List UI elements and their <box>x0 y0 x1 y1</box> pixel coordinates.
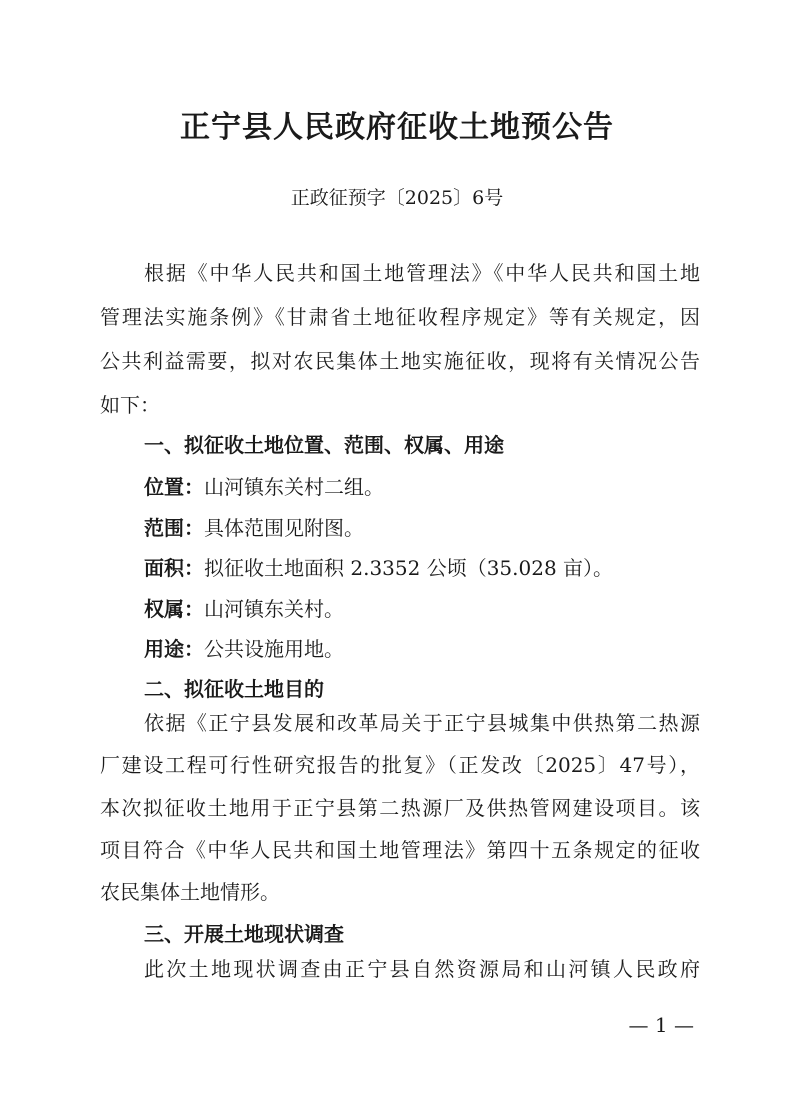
document-title: 正宁县人民政府征收土地预公告 <box>180 110 614 145</box>
body-line: 项目符合《中华人民共和国土地管理法》第四十五条规定的征收 <box>100 838 700 862</box>
intro-line: 根据《中华人民共和国土地管理法》《中华人民共和国土地 <box>144 261 700 285</box>
body-line: 依据《正宁县发展和改革局关于正宁县城集中供热第二热源 <box>144 711 700 735</box>
intro-line: 如下： <box>100 393 160 417</box>
body-line: 本次拟征收土地用于正宁县第二热源厂及供热管网建设项目。该 <box>100 796 700 820</box>
item-area <box>144 552 613 581</box>
body-line: 此次土地现状调查由正宁县自然资源局和山河镇人民政府 <box>144 957 700 981</box>
item-key: 范围： <box>144 516 204 540</box>
document-number: 正政征预字〔2025〕6号 <box>290 187 504 209</box>
item-key: 位置： <box>144 475 204 499</box>
item-usage <box>144 633 344 662</box>
item-value: 拟征收土地面积 2.3352 公顷（35.028 亩）。 <box>204 556 614 580</box>
item-value: 具体范围见附图。 <box>204 516 364 540</box>
item-value: 公共设施用地。 <box>204 637 344 661</box>
section-heading-3: 三、开展土地现状调查 <box>144 922 344 946</box>
page-number: — 1 — <box>628 1013 694 1037</box>
item-scope <box>144 512 364 541</box>
section-heading-1: 一、拟征收土地位置、范围、权属、用途 <box>144 433 504 457</box>
item-key: 权属： <box>144 597 204 621</box>
item-value: 山河镇东关村二组。 <box>204 475 384 499</box>
item-key: 用途： <box>144 637 204 661</box>
item-key: 面积： <box>144 556 204 580</box>
item-ownership <box>144 593 344 622</box>
section-heading-2: 二、拟征收土地目的 <box>144 677 324 701</box>
intro-line: 公共利益需要，拟对农民集体土地实施征收，现将有关情况公告 <box>100 349 700 373</box>
item-location <box>144 471 384 500</box>
item-value: 山河镇东关村。 <box>204 597 344 621</box>
body-line: 厂建设工程可行性研究报告的批复》（正发改〔2025〕47号）， <box>100 753 700 777</box>
body-line: 农民集体土地情形。 <box>100 880 280 904</box>
intro-line: 管理法实施条例》《甘肃省土地征收程序规定》等有关规定，因 <box>100 305 700 329</box>
